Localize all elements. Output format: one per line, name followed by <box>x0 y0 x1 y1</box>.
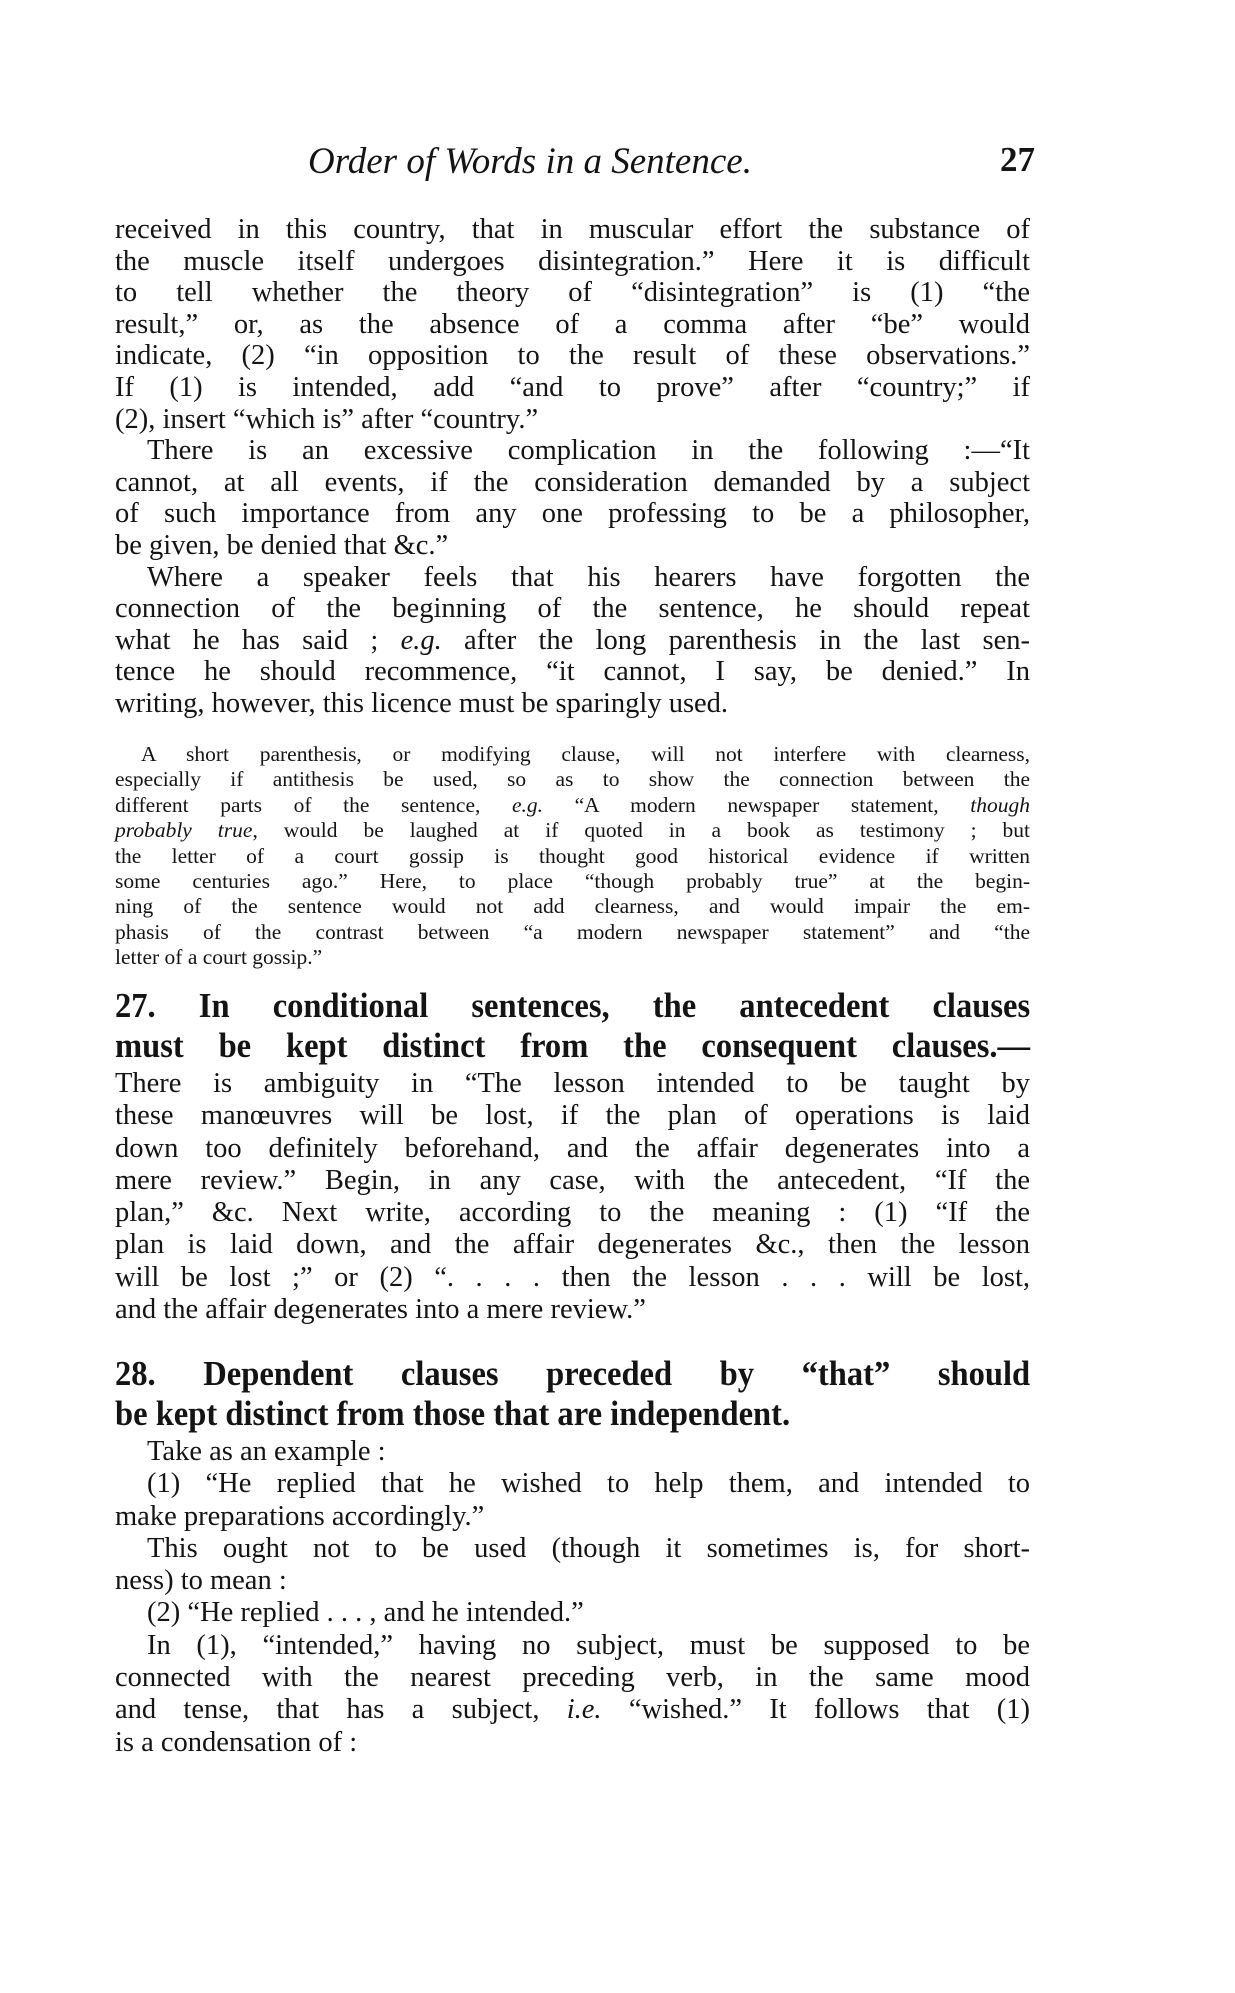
text-line <box>115 340 1030 372</box>
text-line <box>115 593 1030 625</box>
text-line <box>115 1026 1030 1066</box>
text-segment: of such importance from any one professing to be a philosopher, <box>115 498 1030 530</box>
text-segment: plan is laid down, and the affair degenerates &c., then the lesson <box>115 1229 1030 1261</box>
section-heading-27 <box>115 986 1030 1066</box>
text-line <box>115 1533 1030 1565</box>
text-segment: (1) “He replied that he wished to help them, and intended to <box>147 1468 1030 1500</box>
text-segment: the letter of a court gossip is thought good historical evidence if written <box>115 843 1030 868</box>
text-segment: (2), insert “which is” after “country.” <box>115 403 539 435</box>
italic-text: e.g. <box>400 624 442 656</box>
text-line <box>115 530 1030 562</box>
text-segment: plan,” &c. Next write, according to the meaning : (1) “If the <box>115 1197 1030 1229</box>
text-line <box>115 404 1030 436</box>
text-line <box>115 1294 1030 1326</box>
text-line <box>115 1394 1030 1434</box>
text-segment: connected with the nearest preceding verb, in the same mood <box>115 1662 1030 1694</box>
text-segment: different parts of the sentence, <box>115 792 512 817</box>
italic-text: probably true <box>115 818 253 843</box>
text-line <box>115 1133 1030 1165</box>
text-segment: 27. In conditional sentences, the antecedent clauses <box>115 986 1031 1025</box>
text-line <box>115 945 1030 970</box>
text-line <box>115 1597 1030 1629</box>
text-segment: A short parenthesis, or modifying clause, will not interfere with clearness, <box>141 742 1030 766</box>
section-27-text <box>115 1068 1030 1326</box>
text-segment: “A modern newspaper statement, <box>543 792 971 817</box>
text-line <box>115 1468 1030 1500</box>
text-segment: especially if antithesis be used, so as to show the connection between the <box>115 767 1030 792</box>
text-segment: phasis of the contrast between “a modern newspaper statement” and “the <box>115 919 1030 944</box>
text-line <box>115 1354 1030 1394</box>
italic-text: i.e. <box>566 1694 602 1726</box>
text-segment: be given, be denied that &c.” <box>115 529 449 561</box>
text-segment: ness) to mean : <box>115 1565 287 1597</box>
text-line <box>115 1727 1030 1759</box>
text-segment: letter of a court gossip.” <box>115 945 323 970</box>
text-segment: mere review.” Begin, in any case, with the antecedent, “If the <box>115 1164 1030 1196</box>
text-line <box>115 1229 1030 1261</box>
text-line <box>115 844 1030 869</box>
text-line <box>115 1068 1030 1100</box>
text-segment: ning of the sentence would not add clearness, and would impair the em- <box>115 894 1030 919</box>
text-line <box>115 435 1030 467</box>
text-line <box>115 1694 1030 1726</box>
text-line <box>115 498 1030 530</box>
text-segment: these manœuvres will be lost, if the plan of operations is laid <box>115 1100 1030 1132</box>
text-line <box>115 214 1030 246</box>
text-segment: cannot, at all events, if the consideration demanded by a subject <box>115 466 1030 498</box>
text-segment: Take as an example : <box>147 1436 386 1467</box>
text-line <box>115 1501 1030 1533</box>
text-line <box>115 1436 1030 1468</box>
text-segment: “wished.” It follows that (1) <box>601 1694 1030 1726</box>
text-line <box>115 372 1030 404</box>
text-segment: and tense, that has a subject, <box>115 1694 567 1726</box>
text-segment: This ought not to be used (though it sometimes is, for short- <box>147 1532 1030 1564</box>
small-print-note <box>115 742 1030 971</box>
italic-text: e.g. <box>511 792 544 817</box>
text-segment: 28. Dependent clauses preceded by “that” should <box>115 1354 1031 1393</box>
text-segment: indicate, (2) “in opposition to the result of these observations.” <box>115 340 1030 372</box>
text-line <box>115 742 1030 767</box>
text-segment: be kept distinct from those that are independent. <box>115 1394 791 1433</box>
text-segment: what he has said ; <box>115 624 401 656</box>
section-28-text <box>115 1436 1030 1759</box>
running-title: Order of Words in a Sentence. <box>308 141 752 182</box>
text-segment: after the long parenthesis in the last sen- <box>441 624 1030 656</box>
section-heading-28 <box>115 1354 1030 1434</box>
text-segment: make preparations accordingly.” <box>115 1500 485 1532</box>
italic-text: though <box>970 792 1030 817</box>
text-segment: is a condensation of : <box>115 1726 358 1758</box>
text-segment: must be kept distinct from the consequent clauses.— <box>115 1026 1031 1065</box>
text-line <box>115 793 1030 818</box>
text-segment: to tell whether the theory of “disintegration” is (1) “the <box>115 277 1030 309</box>
text-segment: some centuries ago.” Here, to place “though probably true” at the begin- <box>115 868 1030 893</box>
text-segment: There is ambiguity in “The lesson intended to be taught by <box>115 1068 1030 1099</box>
paragraphs-continued <box>115 214 1030 720</box>
text-line <box>115 920 1030 945</box>
text-segment: the muscle itself undergoes disintegration.” Here it is difficult <box>115 245 1030 277</box>
text-line <box>115 625 1030 657</box>
text-line <box>115 986 1030 1026</box>
text-line <box>115 818 1030 843</box>
text-segment: result,” or, as the absence of a comma after “be” would <box>115 308 1030 340</box>
text-line <box>115 562 1030 594</box>
text-line <box>115 277 1030 309</box>
text-line <box>115 1565 1030 1597</box>
text-line <box>115 1165 1030 1197</box>
running-header <box>0 140 1235 190</box>
text-line <box>115 656 1030 688</box>
text-segment: received in this country, that in muscular effort the substance of <box>115 214 1030 245</box>
text-segment: down too definitely beforehand, and the affair degenerates into a <box>115 1132 1030 1164</box>
text-segment: will be lost ;” or (2) “. . . . then the lesson . . . will be lost, <box>115 1261 1030 1293</box>
text-line <box>115 869 1030 894</box>
text-line <box>115 1630 1030 1662</box>
text-line <box>115 246 1030 278</box>
text-segment: (2) “He replied . . . , and he intended.” <box>147 1597 584 1629</box>
text-segment: connection of the beginning of the sentence, he should repeat <box>115 593 1030 625</box>
text-line <box>115 767 1030 792</box>
text-segment: writing, however, this licence must be sparingly used. <box>115 687 729 719</box>
text-line <box>115 894 1030 919</box>
page-number: 27 <box>1000 140 1035 179</box>
text-segment: There is an excessive complication in the following :—“It <box>147 435 1030 467</box>
text-line <box>115 309 1030 341</box>
text-line <box>115 1262 1030 1294</box>
text-segment: Where a speaker feels that his hearers have forgotten the <box>147 561 1030 593</box>
text-line <box>115 1100 1030 1132</box>
text-segment: tence he should recommence, “it cannot, I say, be denied.” In <box>115 656 1030 688</box>
text-line <box>115 688 1030 720</box>
text-segment: and the affair degenerates into a mere review.” <box>115 1294 646 1326</box>
text-line <box>115 1197 1030 1229</box>
text-line <box>115 1662 1030 1694</box>
text-line <box>115 467 1030 499</box>
text-segment: , would be laughed at if quoted in a book as testimony ; but <box>252 818 1030 843</box>
text-segment: If (1) is intended, add “and to prove” after “country;” if <box>115 371 1030 403</box>
text-segment: In (1), “intended,” having no subject, must be supposed to be <box>147 1629 1030 1661</box>
